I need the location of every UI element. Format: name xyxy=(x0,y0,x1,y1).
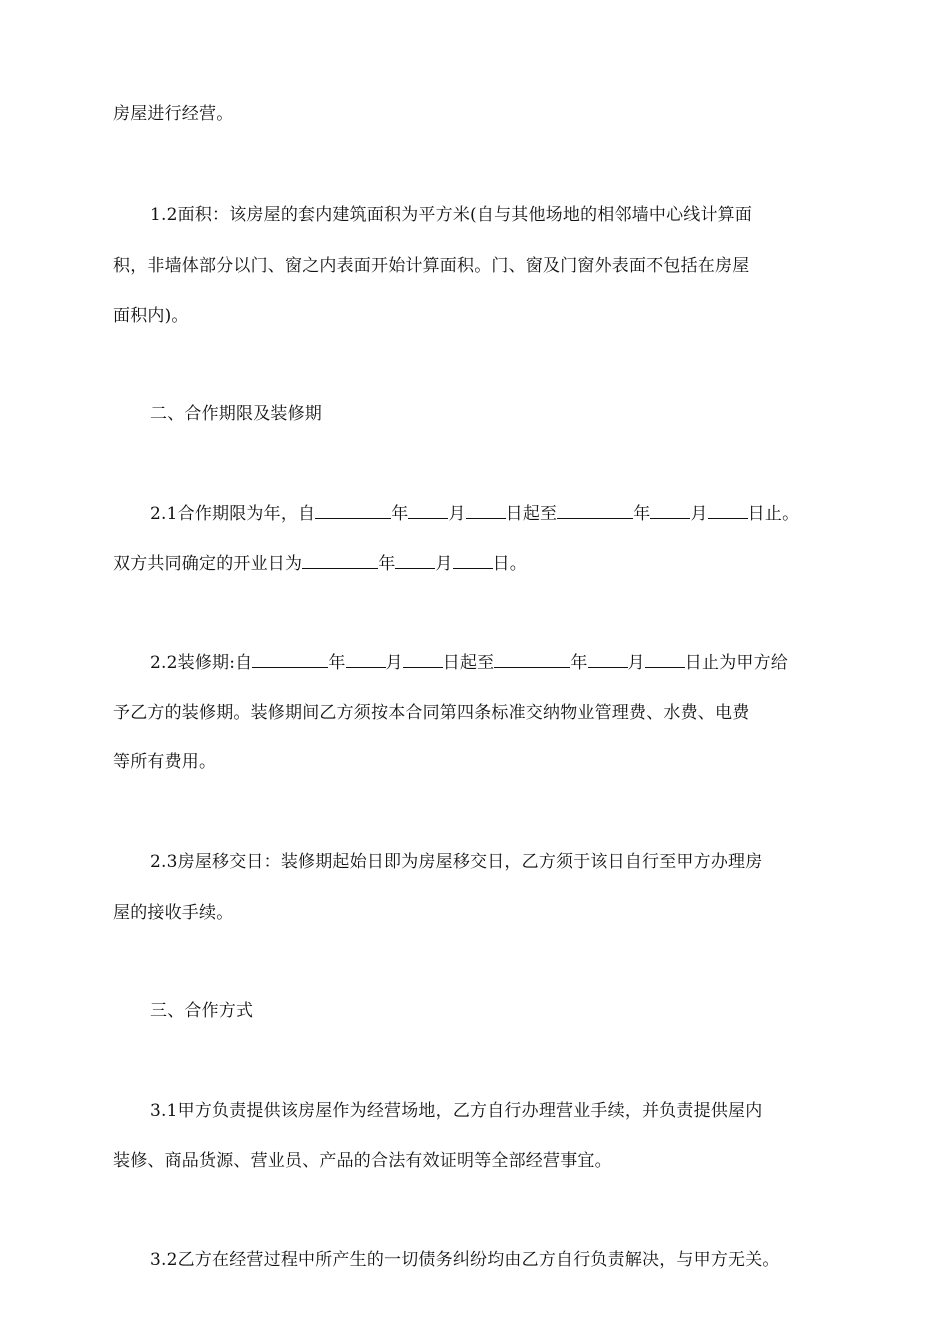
text-run: 日止为甲方给 xyxy=(684,653,788,673)
fill-blank xyxy=(302,552,378,569)
text-run: 日。 xyxy=(492,554,528,574)
text-run: 月 xyxy=(690,504,708,524)
text-run: 2.1合作期限为年，自 xyxy=(150,504,316,524)
fill-blank xyxy=(403,651,443,668)
paragraph-line: 装修、商品货源、营业员、产品的合法有效证明等全部经营事宜。 xyxy=(113,1151,612,1171)
text-run: 2.2装修期:自 xyxy=(150,653,253,673)
text-run: 日起至 xyxy=(442,653,495,673)
fill-blank xyxy=(315,502,391,519)
fill-blank xyxy=(494,651,570,668)
text-run: 日起至 xyxy=(505,504,558,524)
paragraph-line: 2.3房屋移交日：装修期起始日即为房屋移交日，乙方须于该日自行至甲方办理房 xyxy=(150,852,763,872)
paragraph-line: 面积内)。 xyxy=(113,306,189,326)
text-run: 年 xyxy=(633,504,651,524)
paragraph-line: 等所有费用。 xyxy=(113,752,217,772)
text-run: 月 xyxy=(385,653,403,673)
text-run: 月 xyxy=(627,653,645,673)
paragraph-line: 房屋进行经营。 xyxy=(113,104,234,124)
paragraph-line xyxy=(150,651,788,674)
text-run: 年 xyxy=(378,554,396,574)
text-run: 年 xyxy=(391,504,409,524)
section-heading: 三、合作方式 xyxy=(150,1001,254,1021)
section-heading: 二、合作期限及装修期 xyxy=(150,404,322,424)
paragraph-line: 1.2面积：该房屋的套内建筑面积为平方米(自与其他场地的相邻墙中心线计算面 xyxy=(150,205,753,225)
fill-blank xyxy=(650,502,690,519)
text-run: 日止。 xyxy=(747,504,800,524)
text-run: 双方共同确定的开业日为 xyxy=(113,554,303,574)
text-run: 月 xyxy=(448,504,466,524)
text-run: 月 xyxy=(435,554,453,574)
text-run: 年 xyxy=(570,653,588,673)
fill-blank xyxy=(346,651,386,668)
paragraph-line: 予乙方的装修期。装修期间乙方须按本合同第四条标准交纳物业管理费、水费、电费 xyxy=(113,703,750,723)
paragraph-line: 3.2乙方在经营过程中所产生的一切债务纠纷均由乙方自行负责解决，与甲方无关。 xyxy=(150,1250,780,1270)
fill-blank xyxy=(588,651,628,668)
fill-blank xyxy=(557,502,633,519)
paragraph-line: 屋的接收手续。 xyxy=(113,903,234,923)
paragraph-line xyxy=(113,552,527,575)
fill-blank xyxy=(645,651,685,668)
paragraph-line: 积，非墙体部分以门、窗之内表面开始计算面积。门、窗及门窗外表面不包括在房屋 xyxy=(113,256,750,276)
fill-blank xyxy=(708,502,748,519)
paragraph-line xyxy=(150,502,799,525)
fill-blank xyxy=(408,502,448,519)
text-run: 年 xyxy=(328,653,346,673)
paragraph-line: 3.1甲方负责提供该房屋作为经营场地，乙方自行办理营业手续，并负责提供屋内 xyxy=(150,1101,763,1121)
fill-blank xyxy=(252,651,328,668)
fill-blank xyxy=(453,552,493,569)
fill-blank xyxy=(395,552,435,569)
fill-blank xyxy=(466,502,506,519)
